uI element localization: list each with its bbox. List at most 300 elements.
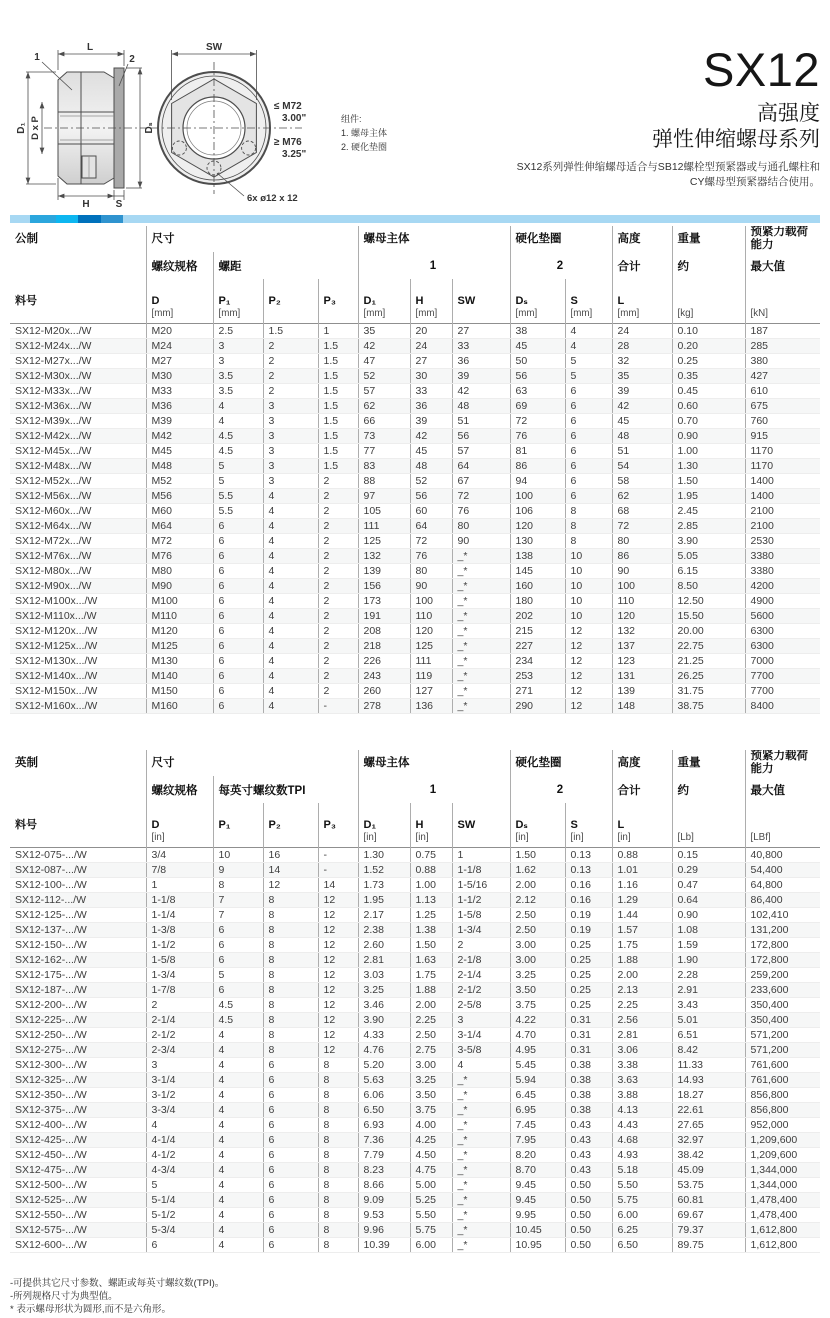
cell: 1.30: [358, 848, 410, 863]
cell: 233,600: [745, 983, 820, 998]
cell: M36: [146, 399, 213, 414]
table-row: [10, 369, 820, 384]
cell: 6: [263, 1103, 318, 1118]
cell: 3: [213, 339, 263, 354]
cell: 172,800: [745, 938, 820, 953]
table-group-header: 硬化垫圈: [510, 750, 612, 776]
cell: 6: [565, 414, 612, 429]
cell: 2530: [745, 534, 820, 549]
column-header: [452, 803, 510, 848]
cell: 226: [358, 654, 410, 669]
cell: 3.25: [510, 968, 565, 983]
cell: 8: [318, 1133, 358, 1148]
cell: 6: [213, 699, 263, 714]
cell: 54,400: [745, 863, 820, 878]
cell: 62: [612, 489, 672, 504]
cell: 0.31: [565, 1043, 612, 1058]
cell: 1,209,600: [745, 1133, 820, 1148]
dim-label-DxP: D x P: [30, 116, 41, 140]
cell: 2.13: [612, 983, 672, 998]
cell: 1.75: [410, 968, 452, 983]
cell: 94: [510, 474, 565, 489]
column-header: [10, 803, 146, 848]
cell: 6: [213, 983, 263, 998]
cell: 6.50: [612, 1238, 672, 1253]
cell: 6: [213, 654, 263, 669]
cell: 86,400: [745, 893, 820, 908]
cell: 100: [510, 489, 565, 504]
cell: 2.81: [358, 953, 410, 968]
cell: 1400: [745, 489, 820, 504]
cell: 1,478,400: [745, 1208, 820, 1223]
cell: 8: [263, 938, 318, 953]
cell: 1.30: [672, 459, 745, 474]
cell: 132: [358, 549, 410, 564]
cell: 5-1/4: [146, 1193, 213, 1208]
column-unit: [mm]: [363, 308, 386, 320]
cell: 0.50: [565, 1193, 612, 1208]
cell: 8: [263, 1013, 318, 1028]
column-unit: [in]: [570, 832, 584, 844]
column-label: Dₛ: [515, 819, 528, 832]
cell: 4: [213, 1043, 263, 1058]
cell: 5: [213, 968, 263, 983]
cell: 0.15: [672, 848, 745, 863]
cell: 76: [410, 549, 452, 564]
cell: 18.27: [672, 1088, 745, 1103]
table-row: [10, 998, 820, 1013]
cell: 259,200: [745, 968, 820, 983]
cell: 208: [358, 624, 410, 639]
cell: 4.68: [612, 1133, 672, 1148]
cell: 2.00: [612, 968, 672, 983]
cell: _*: [452, 1073, 510, 1088]
cell: 1.50: [672, 474, 745, 489]
cell: 2.50: [510, 908, 565, 923]
cell: 57: [358, 384, 410, 399]
part-number-cell: SX12-075-.../W: [10, 848, 146, 863]
table-row: [10, 1103, 820, 1118]
cell: 10: [565, 564, 612, 579]
cell: 110: [410, 609, 452, 624]
cell: 130: [510, 534, 565, 549]
cell: 3.00: [510, 938, 565, 953]
cell: 8.23: [358, 1163, 410, 1178]
table-row: [10, 489, 820, 504]
cell: 137: [612, 639, 672, 654]
cell: 48: [452, 399, 510, 414]
cell: 6300: [745, 639, 820, 654]
cell: 1.5: [318, 354, 358, 369]
part-number-cell: SX12-200-.../W: [10, 998, 146, 1013]
cell: 3-3/4: [146, 1103, 213, 1118]
part-number-cell: SX12-150-.../W: [10, 938, 146, 953]
cell: 0.19: [565, 908, 612, 923]
column-label: P₃: [323, 819, 336, 832]
cell: 2.60: [358, 938, 410, 953]
cell: 1,612,800: [745, 1223, 820, 1238]
part-number-cell: SX12-325-.../W: [10, 1073, 146, 1088]
cell: 131: [612, 669, 672, 684]
cell: 72: [612, 519, 672, 534]
part-number-cell: SX12-575-.../W: [10, 1223, 146, 1238]
column-header: [318, 279, 358, 324]
cell: 69: [510, 399, 565, 414]
cell: 4: [263, 639, 318, 654]
cell: 278: [358, 699, 410, 714]
cell: 2-1/2: [146, 1028, 213, 1043]
imperial-table-section: [10, 750, 820, 1253]
cell: 6: [263, 1133, 318, 1148]
part-number-cell: SX12-M24x.../W: [10, 339, 146, 354]
cell: 2-1/4: [146, 1013, 213, 1028]
cell: 1.52: [358, 863, 410, 878]
cell: _*: [452, 594, 510, 609]
cell: 0.64: [672, 893, 745, 908]
cell: 1170: [745, 444, 820, 459]
bolt-holes-label: 6x ø12 x 12: [247, 193, 298, 204]
cell: 0.29: [672, 863, 745, 878]
table-group-header: 硬化垫圈: [510, 226, 612, 252]
cell: M72: [146, 534, 213, 549]
cell: 3.88: [612, 1088, 672, 1103]
cell: 6.00: [612, 1208, 672, 1223]
cell: 111: [358, 519, 410, 534]
cell: 1.63: [410, 953, 452, 968]
cell: 52: [410, 474, 452, 489]
part-number-cell: SX12-275-.../W: [10, 1043, 146, 1058]
cell: 7700: [745, 669, 820, 684]
cell: 42: [410, 429, 452, 444]
cell: 380: [745, 354, 820, 369]
cell: 761,600: [745, 1073, 820, 1088]
cell: 20.00: [672, 624, 745, 639]
cell: 60.81: [672, 1193, 745, 1208]
cell: 6.15: [672, 564, 745, 579]
cell: 2: [318, 534, 358, 549]
column-header: [565, 803, 612, 848]
cell: 0.90: [672, 908, 745, 923]
cell: 4.75: [410, 1163, 452, 1178]
cell: 51: [452, 414, 510, 429]
table-group-header: 重量: [672, 226, 745, 252]
part-number-cell: SX12-162-.../W: [10, 953, 146, 968]
cell: 0.75: [410, 848, 452, 863]
cell: 6: [213, 669, 263, 684]
cell: 2: [146, 998, 213, 1013]
cell: 0.43: [565, 1118, 612, 1133]
cell: 10.45: [510, 1223, 565, 1238]
table-row: [10, 863, 820, 878]
cell: 26.25: [672, 669, 745, 684]
cell: 6: [565, 444, 612, 459]
dim-label-L: L: [86, 42, 94, 53]
cell: M24: [146, 339, 213, 354]
cell: 9.45: [510, 1178, 565, 1193]
cell: 73: [358, 429, 410, 444]
cell: 1.5: [318, 414, 358, 429]
cell: 12: [318, 968, 358, 983]
cell: 856,800: [745, 1103, 820, 1118]
cell: 4.93: [612, 1148, 672, 1163]
table-row: [10, 908, 820, 923]
accent-bar-segment: [30, 215, 56, 223]
cell: 6.06: [358, 1088, 410, 1103]
table-row: [10, 1193, 820, 1208]
cell: 8: [318, 1058, 358, 1073]
cell: M140: [146, 669, 213, 684]
cell: 3: [263, 414, 318, 429]
table-row: [10, 444, 820, 459]
cell: 56: [452, 429, 510, 444]
cell: 4: [213, 399, 263, 414]
cell: 8.66: [358, 1178, 410, 1193]
cell: 2: [263, 369, 318, 384]
cell: 4: [565, 324, 612, 339]
cell: 12: [318, 1043, 358, 1058]
cell: 10: [565, 549, 612, 564]
cell: 427: [745, 369, 820, 384]
cell: 38.42: [672, 1148, 745, 1163]
cell: 0.16: [565, 893, 612, 908]
cell: 31.75: [672, 684, 745, 699]
cell: 1-5/8: [452, 908, 510, 923]
cell: M52: [146, 474, 213, 489]
cell: M60: [146, 504, 213, 519]
cell: M76: [146, 549, 213, 564]
cell: 8: [263, 1043, 318, 1058]
cell: 4.25: [410, 1133, 452, 1148]
side-view: [44, 68, 146, 188]
part-number-cell: SX12-600-.../W: [10, 1238, 146, 1253]
column-unit: [458, 832, 508, 844]
cell: 8: [318, 1193, 358, 1208]
cell: 8: [318, 1073, 358, 1088]
cell: 4.43: [612, 1118, 672, 1133]
cell: 1.5: [318, 399, 358, 414]
table-group-header: 高度: [612, 750, 672, 776]
column-unit: [15, 308, 144, 320]
cell: 6.45: [510, 1088, 565, 1103]
cell: 1170: [745, 459, 820, 474]
cell: 8.70: [510, 1163, 565, 1178]
cell: 1.95: [672, 489, 745, 504]
column-unit: [219, 832, 261, 844]
cell: 2: [452, 938, 510, 953]
cell: 2.25: [612, 998, 672, 1013]
cell: 33: [410, 384, 452, 399]
components-legend-item-1: 1. 螺母主体: [341, 128, 388, 138]
cell: 38: [510, 324, 565, 339]
page-title: SX12: [703, 43, 820, 96]
table-row: [10, 1223, 820, 1238]
cell: 76: [510, 429, 565, 444]
table-row: [10, 1133, 820, 1148]
table-group-header: 高度: [612, 226, 672, 252]
dim-label-D1: D₁: [16, 122, 27, 134]
cell: 290: [510, 699, 565, 714]
cell: 62: [358, 399, 410, 414]
column-header: [213, 803, 263, 848]
cell: 1.73: [358, 878, 410, 893]
cell: 16: [263, 848, 318, 863]
table-row: [10, 624, 820, 639]
cell: 6: [263, 1088, 318, 1103]
cell: 2.45: [672, 504, 745, 519]
cell: 0.25: [565, 953, 612, 968]
cell: 4: [263, 534, 318, 549]
cell: 2: [318, 624, 358, 639]
cell: 11.33: [672, 1058, 745, 1073]
cell: 4: [452, 1058, 510, 1073]
cell: 148: [612, 699, 672, 714]
cell: 8: [318, 1118, 358, 1133]
cell: 1-1/2: [452, 893, 510, 908]
part-number-cell: SX12-M36x.../W: [10, 399, 146, 414]
cell: 6.25: [612, 1223, 672, 1238]
cell: 1.5: [318, 339, 358, 354]
cell: 0.60: [672, 399, 745, 414]
table-row: [10, 1208, 820, 1223]
cell: 64: [410, 519, 452, 534]
cell: 2-5/8: [452, 998, 510, 1013]
table-row: [10, 878, 820, 893]
cell: 6.95: [510, 1103, 565, 1118]
cell: 4: [213, 1238, 263, 1253]
cell: 5-3/4: [146, 1223, 213, 1238]
metric-table-section: [10, 226, 820, 714]
cell: M110: [146, 609, 213, 624]
column-label: SW: [457, 295, 476, 308]
table-row: [10, 893, 820, 908]
cell: 123: [612, 654, 672, 669]
cell: 1-1/2: [146, 938, 213, 953]
part-number-cell: SX12-M39x.../W: [10, 414, 146, 429]
cell: 3.03: [358, 968, 410, 983]
part-number-cell: SX12-M52x.../W: [10, 474, 146, 489]
cell: 4: [213, 1208, 263, 1223]
cell: M130: [146, 654, 213, 669]
cell: 4: [263, 594, 318, 609]
cell: 32.97: [672, 1133, 745, 1148]
table-row: [10, 953, 820, 968]
cell: 67: [452, 474, 510, 489]
footnote-2: -所列规格尺寸为典型值。: [10, 1291, 118, 1302]
cell: 3.50: [510, 983, 565, 998]
table-subgroup-header: 螺纹规格: [146, 252, 213, 279]
column-label: P₁: [218, 819, 231, 832]
column-header: [612, 279, 672, 324]
cell: -: [318, 699, 358, 714]
cell: 191: [358, 609, 410, 624]
cell: 14: [263, 863, 318, 878]
cell: 2.5: [213, 324, 263, 339]
column-unit: [324, 832, 356, 844]
cell: 39: [452, 369, 510, 384]
cell: 3-1/2: [146, 1088, 213, 1103]
cell: 9.45: [510, 1193, 565, 1208]
cell: 139: [358, 564, 410, 579]
column-unit: [mm]: [151, 308, 174, 320]
cell: 2.81: [612, 1028, 672, 1043]
cell: 4.5: [213, 1013, 263, 1028]
column-header: [318, 803, 358, 848]
cell: 5.01: [672, 1013, 745, 1028]
cell: 1-3/4: [146, 968, 213, 983]
cell: 4: [213, 1163, 263, 1178]
cell: 35: [358, 324, 410, 339]
accent-bar-segment: [56, 215, 78, 223]
cell: 2.56: [612, 1013, 672, 1028]
cell: 3.5: [213, 369, 263, 384]
cell: 2100: [745, 504, 820, 519]
cell: 2.85: [672, 519, 745, 534]
cell: 8: [263, 908, 318, 923]
cell: 10: [565, 609, 612, 624]
cell: 3-1/4: [452, 1028, 510, 1043]
column-header: [146, 803, 213, 848]
cell: 4.95: [510, 1043, 565, 1058]
table-row: [10, 1058, 820, 1073]
part-number-cell: SX12-450-.../W: [10, 1148, 146, 1163]
cell: 88: [358, 474, 410, 489]
cell: _*: [452, 579, 510, 594]
table-row: [10, 459, 820, 474]
cell: 6: [213, 923, 263, 938]
cell: 215: [510, 624, 565, 639]
cell: 2.00: [510, 878, 565, 893]
cell: 12: [565, 669, 612, 684]
cell: _*: [452, 1088, 510, 1103]
cell: 0.35: [672, 369, 745, 384]
column-unit: [269, 832, 316, 844]
cell: 1,344,000: [745, 1163, 820, 1178]
cell: 12: [318, 908, 358, 923]
cell: 2.25: [410, 1013, 452, 1028]
cell: 8: [263, 893, 318, 908]
cell: 2-1/8: [452, 953, 510, 968]
cell: 38.75: [672, 699, 745, 714]
part-number-cell: SX12-M42x.../W: [10, 429, 146, 444]
column-label: S: [570, 295, 578, 308]
cell: 72: [510, 414, 565, 429]
cell: 8400: [745, 699, 820, 714]
cell: 571,200: [745, 1043, 820, 1058]
part-number-cell: SX12-250-.../W: [10, 1028, 146, 1043]
cell: 6: [213, 549, 263, 564]
cell: 10: [213, 848, 263, 863]
cell: 1,612,800: [745, 1238, 820, 1253]
cell: 0.50: [565, 1208, 612, 1223]
cell: 131,200: [745, 923, 820, 938]
cell: 3.90: [672, 534, 745, 549]
cell: M150: [146, 684, 213, 699]
cell: 5.75: [612, 1193, 672, 1208]
cell: 2: [318, 474, 358, 489]
table-row: [10, 968, 820, 983]
table-row: [10, 1163, 820, 1178]
front-view: [151, 62, 302, 196]
column-label: D₁: [363, 819, 376, 832]
column-unit: [Lb]: [677, 832, 694, 844]
cell: 3.00: [510, 953, 565, 968]
table-row: [10, 579, 820, 594]
table-subgroup-header: [10, 776, 146, 803]
table-row: [10, 1238, 820, 1253]
cell: 6: [213, 624, 263, 639]
cell: 45: [410, 444, 452, 459]
cell: 6: [565, 399, 612, 414]
